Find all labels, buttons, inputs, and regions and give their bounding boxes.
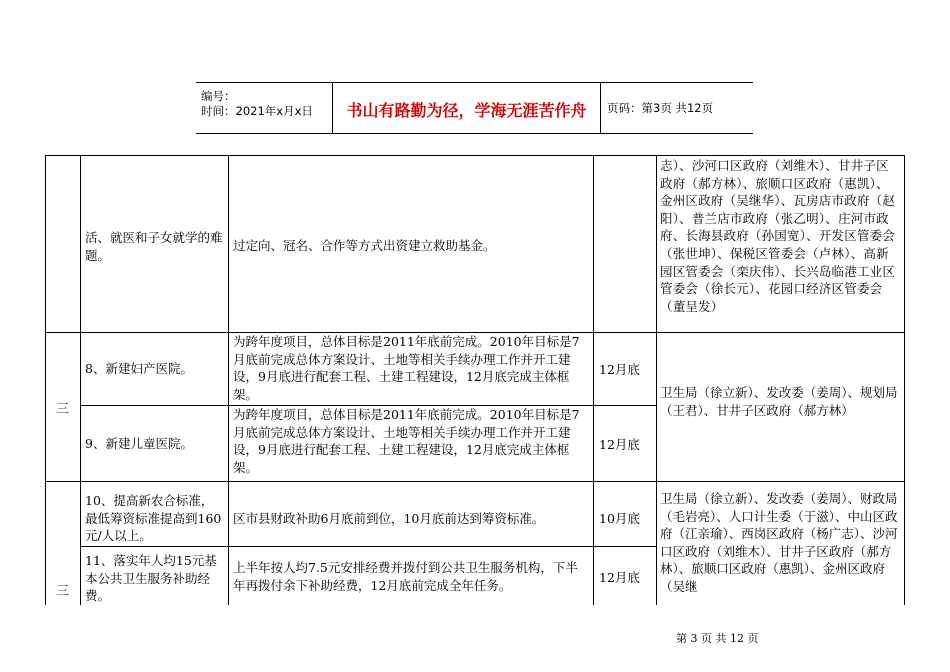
responsible-cell: 志）、沙河口区政府（刘维木）、甘井子区政府（郝方林）、旅顺口区政府（惠凯）、金州区政府（吴继华）、瓦房店市政府（赵阳）、普兰店市政府（张乙明）、庄河市政府、长海县政府（孙国宽）、开发区管委会（张世坤）、保税区管委会（卢林）、高新园区管委会（栾庆伟）、长兴岛临港工业区管委会（徐长元）、花园口经济区管委会（董呈发） <box>660 158 896 314</box>
page-footer: 第 3 页 共 12 页 <box>676 632 759 645</box>
header-page-number: 页码：第3页 共12页 <box>607 101 714 115</box>
table-border-left <box>45 155 46 605</box>
table-col-line <box>656 155 657 605</box>
measure-cell: 为跨年度项目，总体目标是2011年底前完成。2010年目标是7月底前完成总体方案设计、土地等相关手续办理工作并开工建设，9月底进行配套工程、土建工程建设，12月底完成主体框架。 <box>233 407 580 475</box>
deadline-cell: 12月底 <box>599 362 640 377</box>
item-cell: 9、新建儿童医院。 <box>85 436 193 451</box>
header-meta <box>201 89 313 119</box>
item-cell: 8、新建妇产医院。 <box>85 361 193 376</box>
responsible-cell: 卫生局（徐立新）、发改委（姜周）、财政局（毛岩亮）、人口计生委（于滋）、中山区政府（江亲瑜）、西岗区政府（杨广志）、沙河口区政府（刘维木）、甘井子区政府（郝方林）、旅顺口区政府（惠凯）、金州区政府（吴继 <box>660 491 898 594</box>
document-time: 时间：2021年x月x日 <box>201 104 313 118</box>
table-border-top <box>45 155 905 156</box>
item-cell: 10、提高新农合标准，最低筹资标准提高到160元/人以上。 <box>85 493 222 544</box>
table-rule <box>80 546 656 547</box>
measure-cell: 区市县财政补助6月底前到位，10月底前达到筹资标准。 <box>233 511 545 526</box>
deadline-cell: 10月底 <box>599 511 640 526</box>
table-rule <box>45 481 905 482</box>
header-divider <box>600 83 601 133</box>
responsible-cell: 卫生局（徐立新）、发改委（姜周）、规划局（王君）、甘井子区政府（郝方林） <box>660 385 898 418</box>
category-cell: 三 <box>56 584 70 599</box>
deadline-cell: 12月底 <box>599 570 640 585</box>
task-table <box>45 155 905 605</box>
measure-cell: 过定向、冠名、合作等方式出资建立救助基金。 <box>233 238 496 253</box>
category-cell: 三 <box>56 402 70 417</box>
measure-cell: 为跨年度项目，总体目标是2011年底前完成。2010年目标是7月底前完成总体方案设计、土地等相关手续办理工作并开工建设，9月底进行配套工程、土建工程建设，12月底完成主体框架。 <box>233 334 580 402</box>
measure-cell: 上半年按人均7.5元安排经费并拨付到公共卫生服务机构，下半年再拨付余下补助经费，12月底前完成全年任务。 <box>233 560 578 593</box>
table-border-right <box>904 155 905 605</box>
item-cell: 活、就医和子女就学的难题。 <box>85 230 223 263</box>
deadline-cell: 12月底 <box>599 437 640 452</box>
page-header <box>196 82 753 134</box>
header-motto: 书山有路勤为径，学海无涯苦作舟 <box>346 101 587 120</box>
item-cell: 11、落实年人均15元基本公共卫生服务补助经费。 <box>85 553 217 604</box>
document-number: 编号： <box>201 89 236 103</box>
table-col-line <box>228 155 229 605</box>
table-col-line <box>593 155 594 605</box>
table-col-line <box>80 155 81 605</box>
